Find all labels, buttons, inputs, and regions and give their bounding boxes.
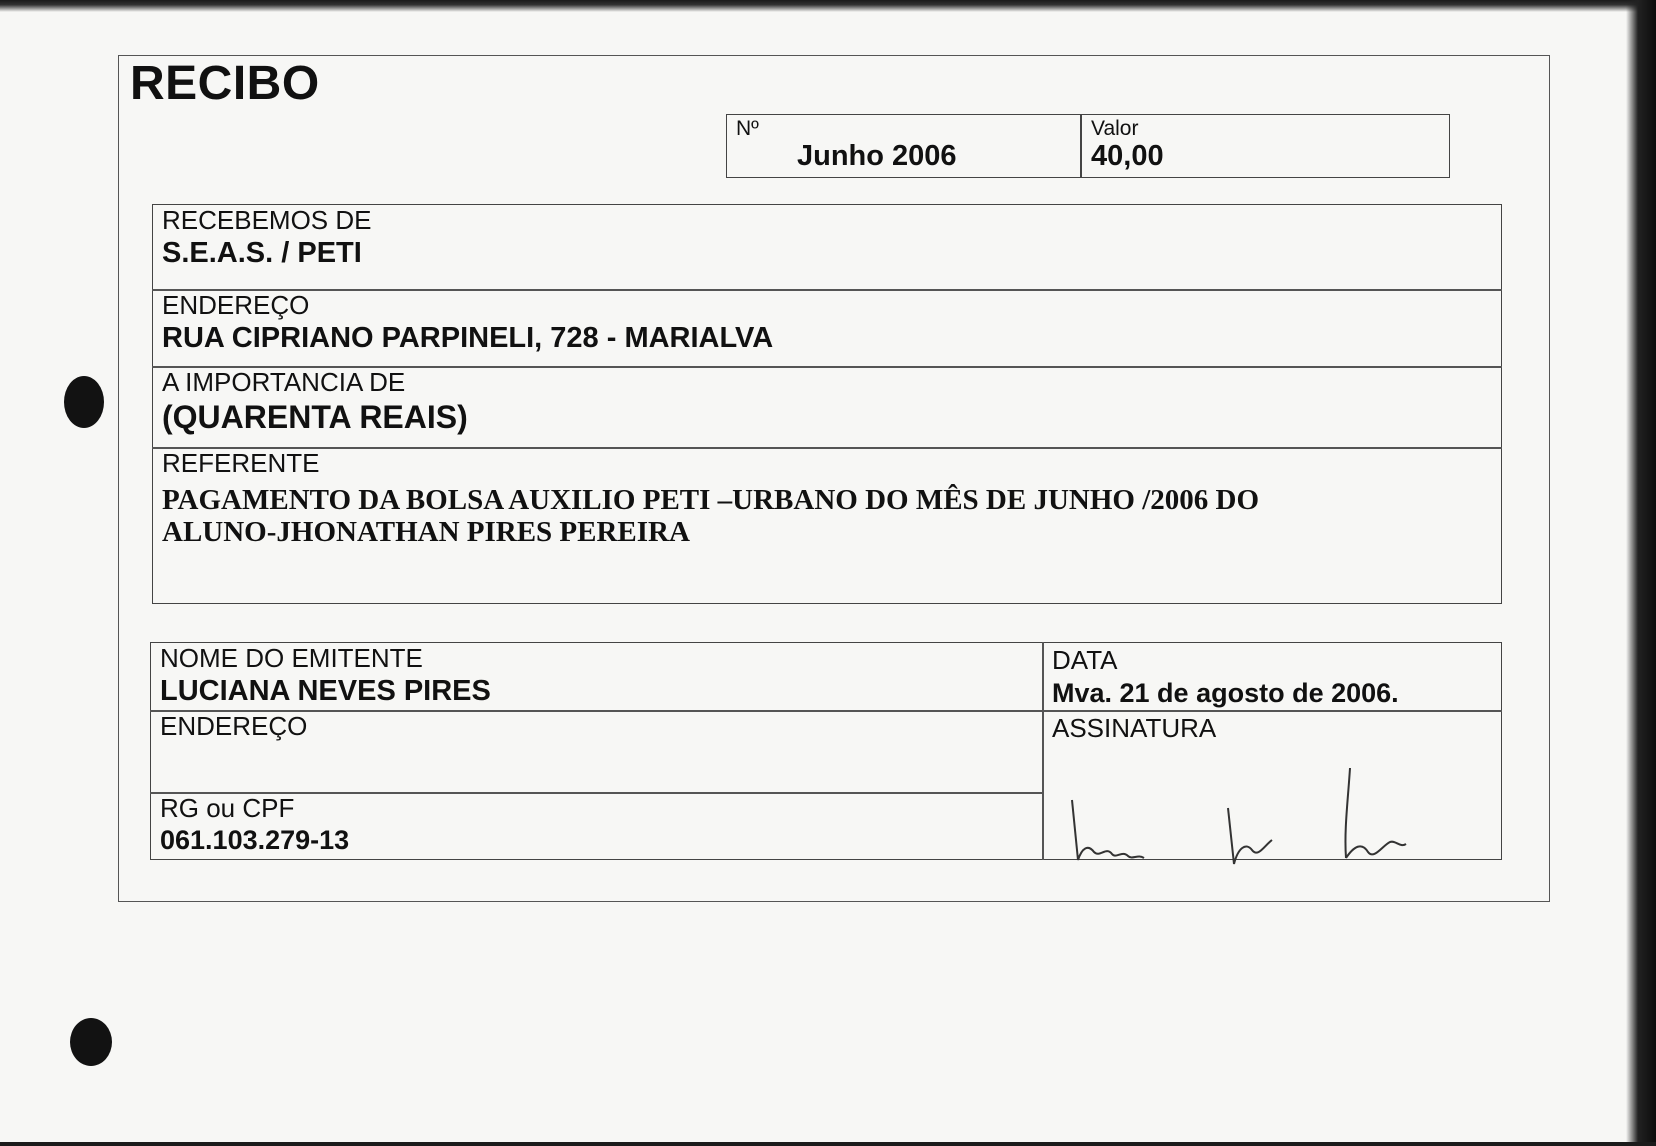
rg-cpf-value: 061.103.279-13 xyxy=(160,825,350,855)
valor-label: Valor xyxy=(1091,117,1139,140)
importancia-value: (QUARENTA REAIS) xyxy=(162,399,468,435)
row-divider xyxy=(152,447,1502,449)
recebemos-value: S.E.A.S. / PETI xyxy=(162,237,362,269)
row-divider xyxy=(150,710,1502,712)
assinatura-label: ASSINATURA xyxy=(1052,713,1217,743)
importancia-label: A IMPORTANCIA DE xyxy=(162,367,406,397)
punch-hole xyxy=(64,376,104,428)
nome-emitente-label: NOME DO EMITENTE xyxy=(160,643,423,673)
box-divider xyxy=(1080,114,1082,178)
referente-line-1: PAGAMENTO DA BOLSA AUXILIO PETI –URBANO DO MÊS DE JUNHO /2006 DO xyxy=(162,484,1260,516)
referente-label: REFERENTE xyxy=(162,448,320,478)
scan-edge-top xyxy=(0,0,1656,12)
column-divider xyxy=(1042,642,1044,860)
data-label: DATA xyxy=(1052,645,1118,675)
data-value: Mva. 21 de agosto de 2006. xyxy=(1052,678,1399,708)
rg-cpf-label: RG ou CPF xyxy=(160,793,295,823)
signature-image xyxy=(1060,760,1440,870)
recebemos-label: RECEBEMOS DE xyxy=(162,205,372,235)
nome-emitente-value: LUCIANA NEVES PIRES xyxy=(160,675,491,707)
number-label: Nº xyxy=(736,117,759,140)
endereco-label: ENDEREÇO xyxy=(162,290,310,320)
endereco-emitente-label: ENDEREÇO xyxy=(160,711,308,741)
scan-edge-right xyxy=(1626,0,1656,1146)
scan-edge-bottom xyxy=(0,1142,1656,1146)
row-divider xyxy=(152,289,1502,291)
number-value: Junho 2006 xyxy=(797,140,957,172)
valor-value: 40,00 xyxy=(1091,140,1164,172)
punch-hole xyxy=(70,1018,112,1066)
receipt-title: RECIBO xyxy=(130,57,320,110)
endereco-value: RUA CIPRIANO PARPINELI, 728 - MARIALVA xyxy=(162,322,774,354)
referente-line-2: ALUNO-JHONATHAN PIRES PEREIRA xyxy=(162,516,690,548)
